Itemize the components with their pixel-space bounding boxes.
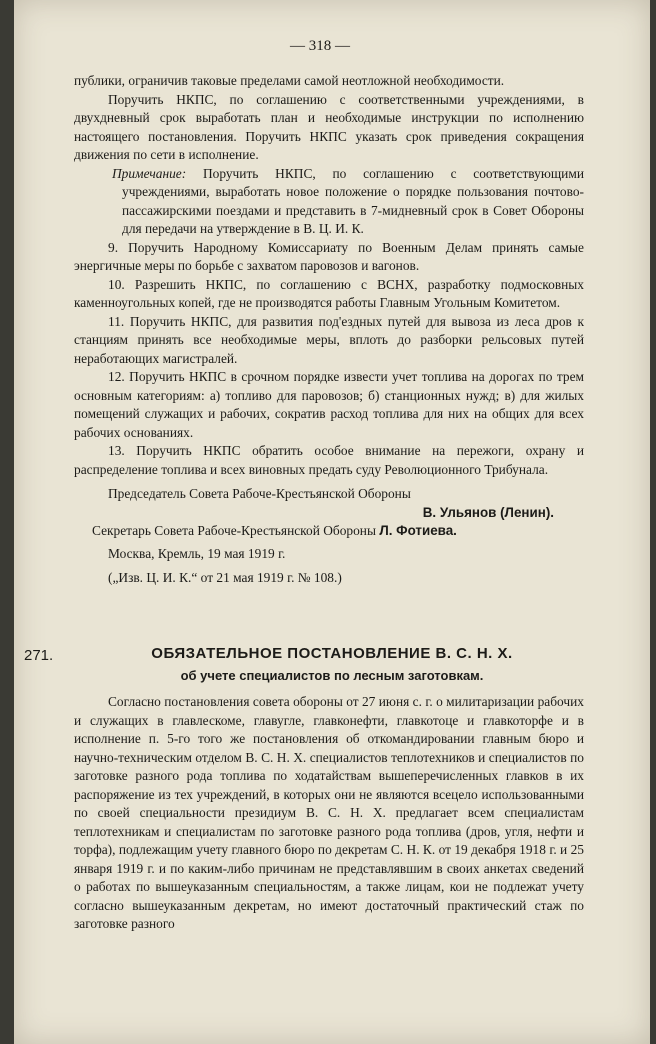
item-10: 10. Разрешить НКПС, по соглашению с ВСНХ, разработку подмосковных каменноугольных копей, где не производятся работы Главным Угольным Комитетом.	[74, 276, 584, 310]
document-body	[74, 693, 584, 934]
signature-secretary	[74, 522, 584, 541]
signature-secretary-name: Л. Фотиева.	[379, 523, 457, 538]
document-subtitle: об учете специалистов по лесным заготовкам.	[180, 668, 484, 683]
signature-chairman-title: Председатель Совета Рабоче-Крестьянской Обороны	[108, 486, 411, 501]
signature-secretary-title: Секретарь Совета Рабоче-Крестьянской Обороны	[92, 523, 376, 538]
source-citation: („Изв. Ц. И. К.“ от 21 мая 1919 г. № 108.)	[108, 570, 342, 585]
resolution-continuation	[74, 72, 584, 588]
note-label: Примечание:	[112, 165, 187, 181]
signature-chairman-name: В. Ульянов (Ленин).	[422, 504, 554, 520]
page-number: — 318 —	[290, 38, 350, 54]
item-11: 11. Поручить НКПС, для развития под'ездных путей для вывоза из леса дров к станциям принять все необходимые меры, вплоть до разборки рельсовых путей неработающих магистралей.	[74, 313, 584, 366]
item-12: 12. Поручить НКПС в срочном порядке извести учет топлива на дорогах по трем основным категориям: а) топливо для паровозов; б) станционных нужд; в) для жилых помещений служащих и рабочих, сократив расход топлива для них на общих для всех рабочих основаниях.	[74, 369, 584, 440]
note-paragraph	[112, 165, 584, 239]
item-13: 13. Поручить НКПС обратить особое внимание на пережоги, охрану и распределение топлива и всех виновных предать суду Революционного Трибунала.	[74, 443, 584, 477]
item-9: 9. Поручить Народному Комиссариату по Военным Делам принять самые энергичные меры по борьбе с захватом паровозов и вагонов.	[74, 239, 584, 273]
document-title: ОБЯЗАТЕЛЬНОЕ ПОСТАНОВЛЕНИЕ В. С. Н. Х.	[151, 645, 513, 662]
body-paragraph: Согласно постановления совета обороны от 27 июня с. г. о милитаризации рабочих и служащих в главлескоме, главугле, главконефти, главкотоце и главкоторфе и в исполнение п. 5-го того же постановления об откомандировании главным бюро и научно-техническим отделом В. С. Н. Х. специалистов теплотехников и специалистов по заготовке разного рода топлива по ходатайствам вышеперечисленных главков в их распоряжение из тех учреждений, в которых они не являются всецело использованными по своей специальности президиум В. С. Н. Х. предлагает всем специалистам теплотехникам и специалистам по заготовке разного рода топлива (дров, угля, нефти и торфа), подлежащим учету главного бюро по декретам С. Н. К. от 19 декабря 1918 г. и 25 января 1919 г. и по каким-либо причинам не представлявшим в своих анкетах сведений о работах по вышеуказанным специальностям, а также лицам, кои не подлежат учету согласно вышеуказанным декретам, но имеют достаточный практический стаж по заготовке разного	[74, 694, 584, 931]
document-page	[14, 0, 650, 1044]
paragraph-continued: публики, ограничив таковые пределами самой неотложной необходимости.	[74, 73, 505, 88]
note-text: Поручить НКПС, по соглашению с соответствующими учреждениями, выработать новое положение о порядке пользования почтово-пассажирскими поездами и представить в 7-мидневный срок в Совет Обороны для передачи на утверждение в В. Ц. И. К.	[122, 165, 584, 236]
place-date: Москва, Кремль, 19 мая 1919 г.	[108, 545, 286, 561]
document-number: 271.	[24, 647, 54, 664]
paragraph-instruction: Поручить НКПС, по соглашению с соответственными учреждениями, в двухдневный срок выработать план и необходимые инструкции по исполнению настоящего постановления. Поручить НКПС указать срок приведения сокращения движения по сети в исполнение.	[74, 91, 584, 162]
